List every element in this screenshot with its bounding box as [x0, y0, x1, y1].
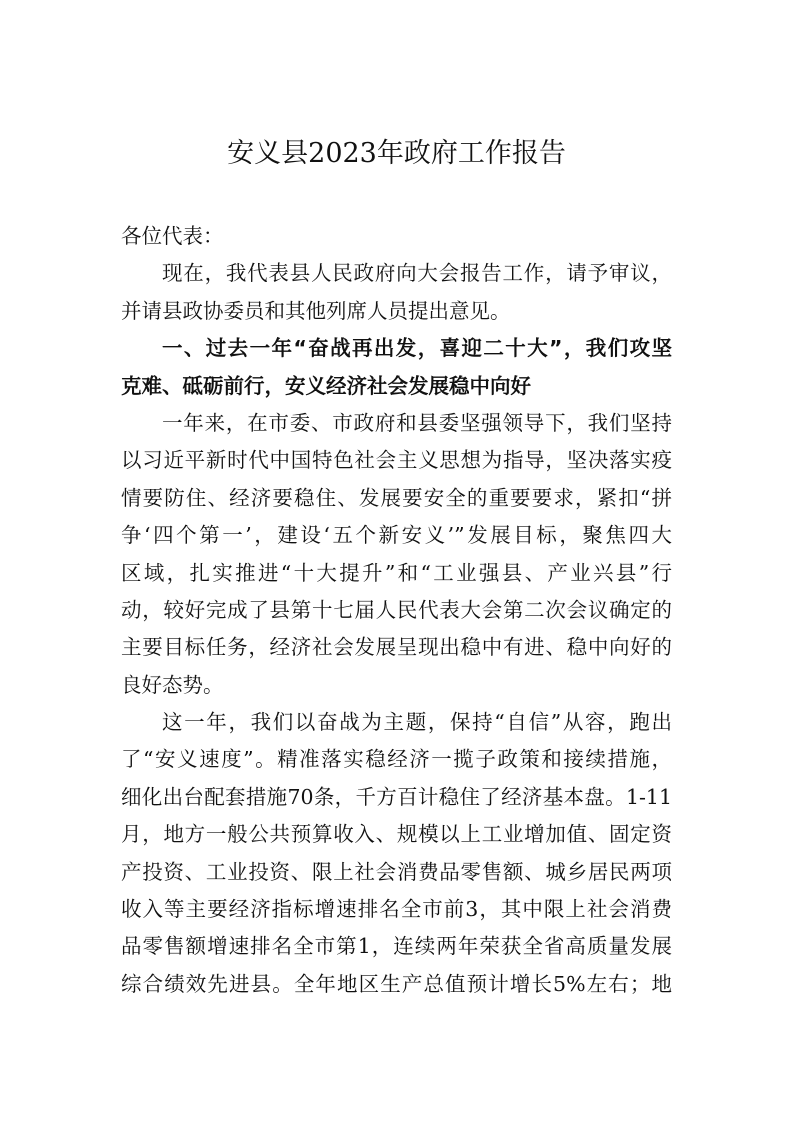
paragraph	[121, 704, 672, 1003]
text-line: 并请县政协委员和其他列席人员提出意见。	[121, 298, 511, 323]
text-line: 综合绩效先进县。全年地区生产总值预计增长5%左右；地	[121, 971, 672, 996]
paragraph	[121, 405, 672, 704]
paragraph	[121, 218, 672, 255]
text-line: 情要防住、经济要稳住、发展要安全的重要要求，紧扣“拼	[121, 485, 672, 510]
text-line: 收入等主要经济指标增速排名全市前3，其中限上社会消费	[121, 897, 672, 922]
text-line: 细化出台配套措施70条，千方百计稳住了经济基本盘。1-11	[121, 784, 672, 809]
paragraph	[121, 255, 672, 330]
text-line: 这一年，我们以奋战为主题，保持“自信”从容，跑出	[162, 710, 672, 735]
text-line: 克难、砥砺前行，安义经济社会发展稳中向好	[121, 373, 531, 398]
text-line: 良好态势。	[121, 672, 224, 697]
text-line: 了“安义速度”。精准落实稳经济一揽子政策和接续措施，	[121, 747, 672, 772]
text-line: 动，较好完成了县第十七届人民代表大会第二次会议确定的	[121, 597, 672, 622]
text-line: 一年来，在市委、市政府和县委坚强领导下，我们坚持	[162, 410, 672, 435]
text-line: 品零售额增速排名全市第1，连续两年荣获全省高质量发展	[121, 934, 672, 959]
text-line: 以习近平新时代中国特色社会主义思想为指导，坚决落实疫	[121, 448, 672, 473]
document-body	[121, 218, 672, 1003]
text-line: 一、过去一年“奋战再出发，喜迎二十大”，我们攻坚	[162, 336, 672, 361]
text-line: 主要目标任务，经济社会发展呈现出稳中有进、稳中向好的	[121, 635, 672, 660]
document-title: 安义县2023年政府工作报告	[227, 138, 566, 169]
text-line: 争‘四个第一’，建设‘五个新安义’”发展目标，聚焦四大	[121, 523, 672, 548]
text-line: 各位代表：	[121, 224, 224, 248]
text-line: 产投资、工业投资、限上社会消费品零售额、城乡居民两项	[121, 859, 672, 884]
section-heading	[121, 330, 672, 405]
text-line: 月，地方一般公共预算收入、规模以上工业增加值、固定资	[121, 822, 672, 847]
text-line: 现在，我代表县人民政府向大会报告工作，请予审议，	[162, 261, 672, 286]
text-line: 区域，扎实推进“十大提升”和“工业强县、产业兴县”行	[121, 560, 672, 585]
